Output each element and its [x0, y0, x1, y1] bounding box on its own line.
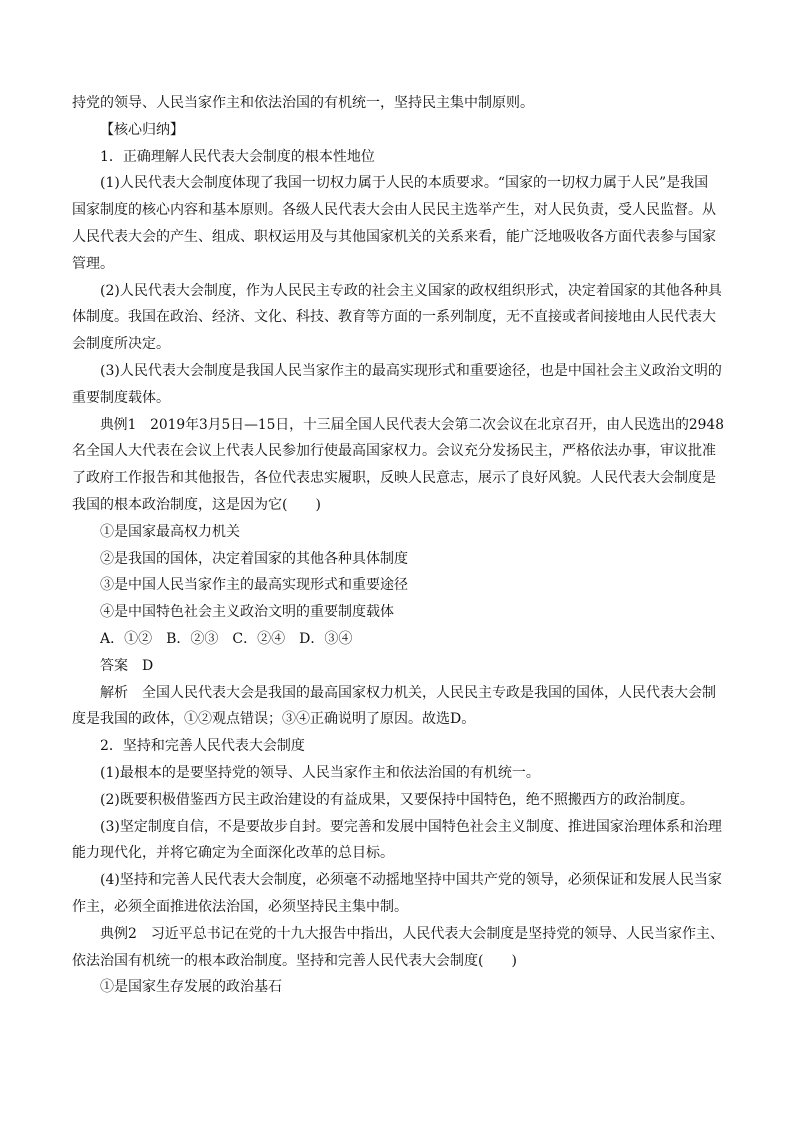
point-heading: 2．坚持和完善人民代表大会制度 [100, 738, 305, 755]
paragraph-line: (3)人民代表大会制度是我国人民当家作主的最高实现形式和重要途径，也是中国社会主义政治文明的 [100, 362, 722, 379]
paragraph-line: 体制度。我国在政治、经济、文化、科技、教育等方面的一系列制度，无不直接或者间接地由人民代表大 [72, 309, 716, 326]
example-heading: 典例2 习近平总书记在党的十九大报告中指出，人民代表大会制度是坚持党的领导、人民当家作主、 [100, 925, 724, 942]
point-heading: 1．正确理解人民代表大会制度的根本性地位 [100, 148, 375, 165]
paragraph-line: 我国的根本政治制度，这是因为它( ) [72, 496, 321, 513]
paragraph-line: 作主，必须全面推进依法治国，必须坚持民主集中制。 [72, 898, 408, 915]
section-heading: 【核心归纳】 [100, 121, 184, 138]
paragraph-line: (1)最根本的是要坚持党的领导、人民当家作主和依法治国的有机统一。 [100, 764, 540, 781]
paragraph-line: 名全国人大代表在会议上代表人民参加行使最高国家权力。会议充分发扬民主，严格依法办事，审议批准 [72, 443, 716, 460]
paragraph-line: 了政府工作报告和其他报告，各位代表忠实履职，反映人民意志，展示了良好风貌。人民代表大会制度是 [72, 470, 716, 487]
paragraph-line: 国家制度的核心内容和基本原则。各级人民代表大会由人民民主选举产生，对人民负责，受人民监督。从 [72, 202, 716, 219]
paragraph-line: (2)既要积极借鉴西方民主政治建设的有益成果，又要保持中国特色，绝不照搬西方的政治制度。 [100, 791, 694, 808]
analysis: 解析 全国人民代表大会是我国的最高国家权力机关，人民民主专政是我国的国体，人民代表大会制 [100, 684, 716, 701]
answer: 答案 D [100, 657, 154, 674]
paragraph-line: 管理。 [72, 255, 114, 272]
paragraph-line: (3)坚定制度自信，不是要故步自封。要完善和发展中国特色社会主义制度、推进国家治理体系和治理 [100, 818, 722, 835]
option: ①是国家最高权力机关 [100, 523, 240, 540]
option: ②是我国的国体，决定着国家的其他各种具体制度 [100, 550, 408, 567]
option: ④是中国特色社会主义政治文明的重要制度载体 [100, 604, 394, 621]
paragraph-line: 度是我国的政体，①②观点错误；③④正确说明了原因。故选D。 [72, 711, 476, 728]
paragraph-line: 重要制度载体。 [72, 389, 170, 406]
paragraph-line: 会制度所决定。 [72, 336, 170, 353]
example-heading: 典例1 2019年3月5日—15日，十三届全国人民代表大会第二次会议在北京召开，由人民选出的2948 [100, 416, 724, 433]
choices: A．①② B．②③ C．②④ D．③④ [100, 630, 353, 647]
option: ③是中国人民当家作主的最高实现形式和重要途径 [100, 577, 408, 594]
paragraph-line: (1)人民代表大会制度体现了我国一切权力属于人民的本质要求。“国家的一切权力属于人民”是我国 [100, 175, 709, 192]
paragraph-line: 人民代表大会的产生、组成、职权运用及与其他国家机关的关系来看，能广泛地吸收各方面代表参与国家 [72, 228, 716, 245]
paragraph-line: 持党的领导、人民当家作主和依法治国的有机统一，坚持民主集中制原则。 [72, 95, 534, 111]
paragraph-line: (2)人民代表大会制度，作为人民民主专政的社会主义国家的政权组织形式，决定着国家的其他各种具 [100, 282, 722, 299]
paragraph-line: 能力现代化，并将它确定为全面深化改革的总目标。 [72, 845, 394, 862]
paragraph-line: (4)坚持和完善人民代表大会制度，必须毫不动摇地坚持中国共产党的领导，必须保证和发展人民当家 [100, 872, 722, 889]
option: ①是国家生存发展的政治基石 [100, 979, 282, 996]
paragraph-line: 依法治国有机统一的根本政治制度。坚持和完善人民代表大会制度( ) [72, 952, 517, 969]
document-body [72, 90, 724, 1001]
